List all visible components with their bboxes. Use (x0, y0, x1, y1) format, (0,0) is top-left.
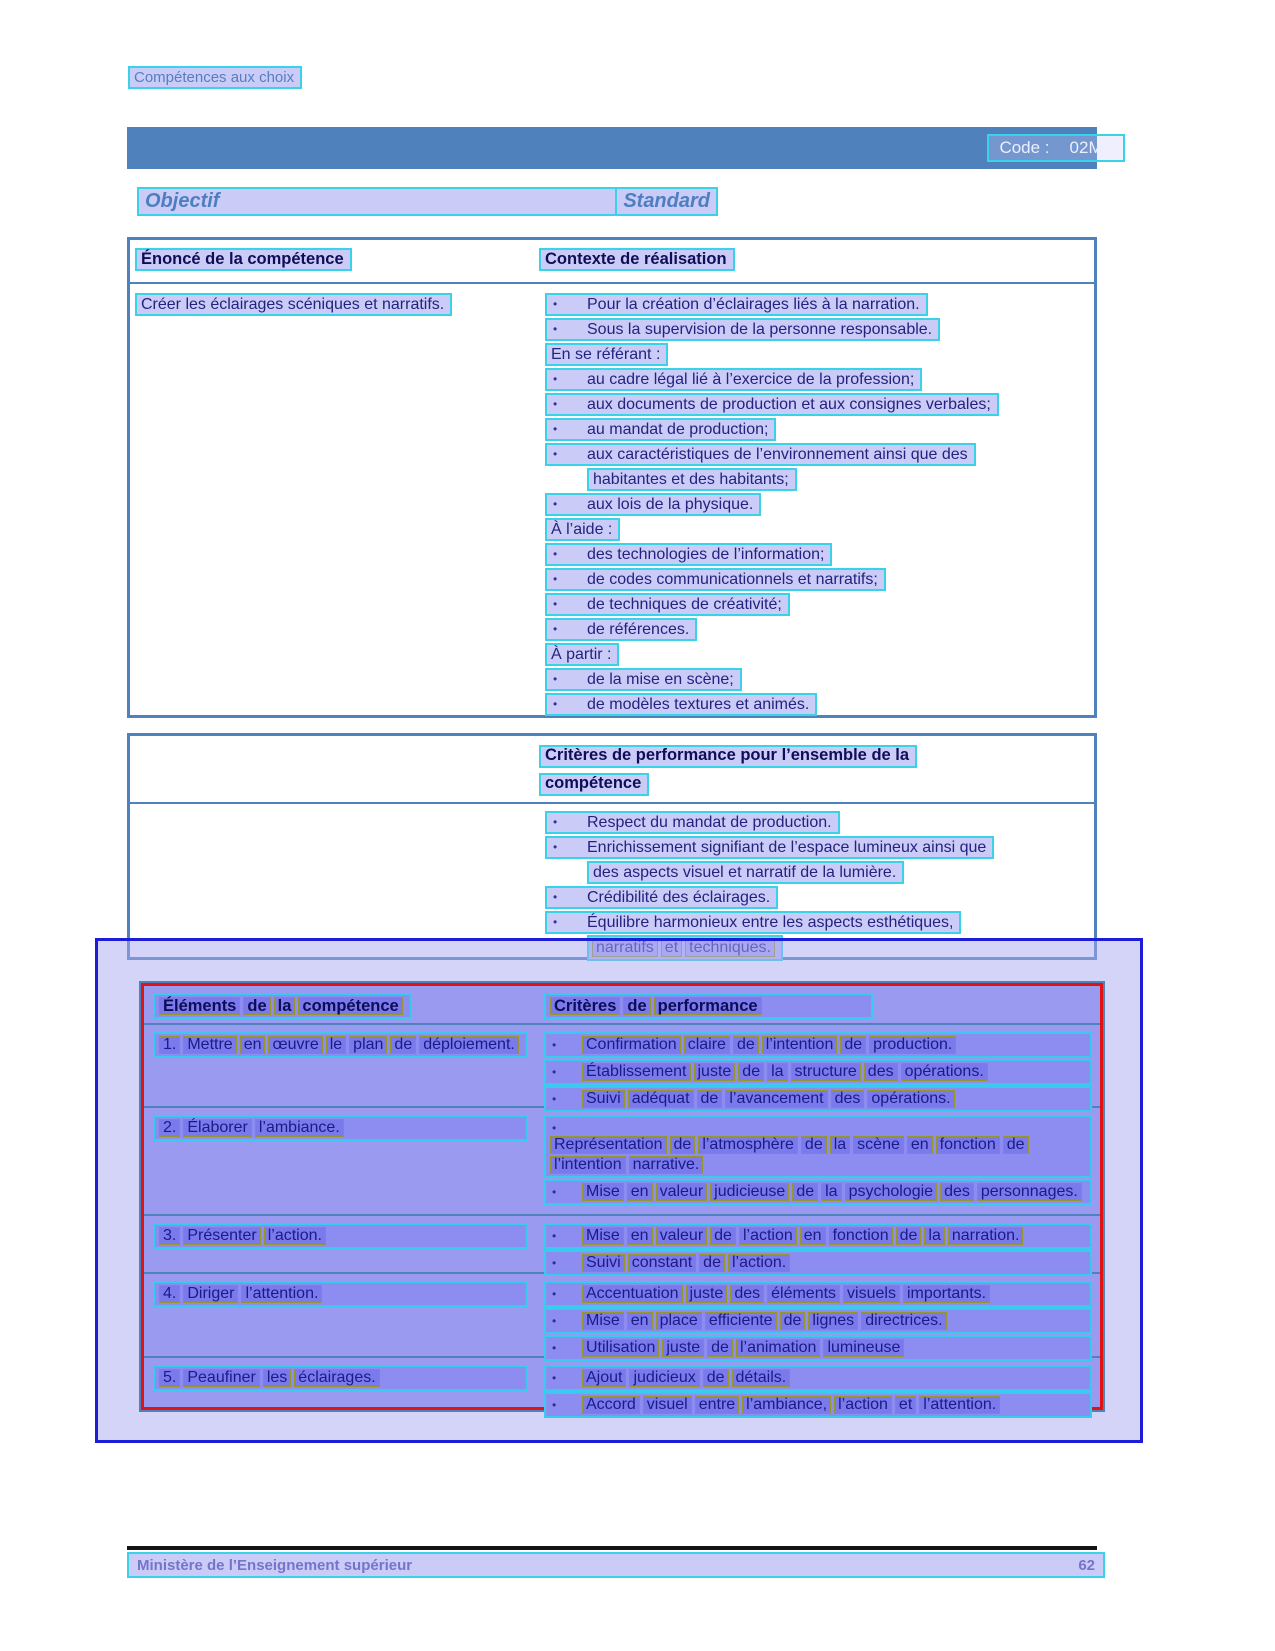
table3-col1-header: Éléments de la compétence (153, 993, 412, 1019)
table1-header-row (130, 240, 1094, 284)
list-item (545, 392, 1090, 417)
bullet-icon: • (552, 1287, 557, 1301)
table3-row (144, 1274, 1100, 1358)
bullet-icon: • (553, 596, 558, 611)
bullet-icon: • (553, 889, 558, 904)
criterion-text: Ajout judicieux de détails. (582, 1368, 793, 1388)
criterion-text: Représentation de l’atmosphère de la scène en fonction del’intention narrative. (550, 1135, 1086, 1175)
bullet-icon: • (553, 371, 558, 386)
bullet-icon: • (553, 814, 558, 829)
list-item-text: de codes communicationnels et narratifs; (587, 570, 878, 588)
list-item (545, 567, 1090, 592)
list-item-text: habitantes et des habitants; (587, 468, 797, 491)
bullet-icon: • (553, 621, 558, 636)
list-item (545, 442, 1090, 467)
bullet-icon: • (552, 1065, 557, 1079)
bullet-icon: • (553, 839, 558, 854)
page-title: Compétences aux choix (128, 66, 302, 89)
list-item-text: aux caractéristiques de l’environnement ainsi que des (587, 445, 968, 463)
bullet-icon: • (552, 1092, 557, 1106)
list-item-text: de références. (587, 620, 690, 638)
table1-col2-header: Contexte de réalisation (539, 248, 735, 271)
criterion-text: Suivi constant de l’action. (582, 1253, 793, 1273)
bullet-icon: • (553, 671, 558, 686)
list-item (545, 292, 1090, 317)
bullet-icon: • (552, 1038, 557, 1052)
table1-col1-header: Énoncé de la compétence (135, 248, 352, 271)
table3-row (144, 1216, 1100, 1274)
standard-heading: Standard (623, 190, 710, 212)
bullet-icon: • (552, 1341, 557, 1355)
code-label: Code : (999, 138, 1050, 157)
bullet-icon: • (553, 421, 558, 436)
list-item (545, 667, 1090, 692)
list-item-text: Sous la supervision de la personne responsable. (587, 320, 933, 338)
list-item-text: de la mise en scène; (587, 670, 734, 688)
element-text: 5. Peaufiner les éclairages. (153, 1365, 528, 1391)
competence-context-table (127, 237, 1097, 718)
bullet-icon: • (552, 1185, 557, 1199)
bullet-icon: • (553, 696, 558, 711)
table2-header-row (130, 736, 1094, 804)
code-badge (987, 134, 1125, 162)
list-item (545, 542, 1090, 567)
list-item (545, 835, 1090, 860)
criterion-text: Accentuation juste des éléments visuels importants. (582, 1284, 993, 1304)
list-item (545, 642, 1090, 667)
element-text: 2. Élaborer l’ambiance. (153, 1115, 528, 1141)
list-item-text: En se référant : (545, 343, 668, 366)
list-item (545, 342, 1090, 367)
bullet-icon: • (552, 1121, 557, 1135)
bullet-icon: • (553, 546, 558, 561)
bullet-icon: • (552, 1229, 557, 1243)
bullet-icon: • (553, 496, 558, 511)
table2-header-line1: Critères de performance pour l’ensemble de la (539, 745, 917, 768)
bullet-icon: • (553, 446, 558, 461)
table3-header-row (144, 986, 1100, 1025)
list-item (545, 317, 1090, 342)
objectif-heading: Objectif (145, 190, 220, 212)
list-item-text: À partir : (545, 643, 619, 666)
table2-header-line2: compétence (539, 773, 649, 796)
list-item (545, 885, 1090, 910)
list-item-text: À l’aide : (545, 518, 620, 541)
bullet-icon: • (553, 321, 558, 336)
list-item-text: Pour la création d’éclairages liés à la narration. (587, 295, 920, 313)
bullet-icon: • (553, 571, 558, 586)
list-item (545, 592, 1090, 617)
list-item-text: aux lois de la physique. (587, 495, 754, 513)
list-item (545, 417, 1090, 442)
criterion-text: Établissement juste de la structure des opérations. (582, 1062, 991, 1082)
list-item (545, 810, 1090, 835)
header-bar (127, 127, 1113, 169)
list-item (545, 492, 1090, 517)
list-item-text: Crédibilité des éclairages. (587, 888, 771, 906)
list-item-text: Enrichissement signifiant de l’espace lumineux ainsi que (587, 838, 987, 856)
bullet-icon: • (552, 1398, 557, 1412)
standard-heading-box (615, 187, 718, 216)
list-item-text: Équilibre harmonieux entre les aspects esthétiques, (587, 913, 954, 931)
list-item-text: au mandat de production; (587, 420, 769, 438)
list-item-text: de modèles textures et animés. (587, 695, 810, 713)
table3-row (144, 1358, 1100, 1419)
footer-ministry-label: Ministère de l’Enseignement supérieur (137, 1556, 413, 1574)
bullet-icon: • (553, 396, 558, 411)
table3-row (144, 1025, 1100, 1108)
criterion-text: Accord visuel entre l’ambiance, l’action et l’attention. (582, 1395, 1003, 1415)
criterion-text: Mise en place efficiente de lignes directrices. (582, 1311, 950, 1331)
list-item-text: de techniques de créativité; (587, 595, 782, 613)
criterion-text: Suivi adéquat de l’avancement des opérations. (582, 1089, 958, 1109)
table3-row (144, 1108, 1100, 1216)
criterion-text: Utilisation juste de l’animation lumineuse (582, 1338, 907, 1358)
element-text: 4. Diriger l’attention. (153, 1281, 528, 1307)
bullet-icon: • (552, 1256, 557, 1270)
criterion-text: Mise en valeur judicieuse de la psychologie des personnages. (582, 1182, 1085, 1202)
list-item-continuation (587, 467, 1090, 492)
element-text: 1. Mettre en œuvre le plan de déploiement. (153, 1032, 528, 1058)
list-item-continuation (587, 860, 1090, 885)
list-item-text: aux documents de production et aux consignes verbales; (587, 395, 991, 413)
footer-divider (127, 1546, 1097, 1550)
performance-criteria-table (127, 733, 1097, 960)
selection-overlay-region[interactable] (95, 938, 1143, 1443)
code-value: 02MF (1069, 138, 1113, 157)
bullet-icon: • (553, 914, 558, 929)
table2-body-row (130, 804, 1094, 960)
bullet-icon: • (552, 1371, 557, 1385)
list-item-text: des technologies de l’information; (587, 545, 825, 563)
section-heading (137, 187, 718, 216)
elements-criteria-table-selected[interactable] (141, 983, 1103, 1413)
list-item (545, 910, 1090, 935)
bullet-icon: • (553, 296, 558, 311)
list-item-text: au cadre légal lié à l’exercice de la profession; (587, 370, 915, 388)
list-item (545, 517, 1090, 542)
list-item (545, 617, 1090, 642)
competence-statement: Créer les éclairages scéniques et narratifs. (135, 293, 452, 316)
list-item (545, 692, 1090, 717)
footer (127, 1552, 1105, 1578)
criterion-text: Mise en valeur de l’action en fonction de la narration. (582, 1226, 1026, 1246)
table1-body-row (130, 284, 1094, 717)
bullet-icon: • (552, 1314, 557, 1328)
criterion-text: Confirmation claire de l’intention de production. (582, 1035, 959, 1055)
page-number: 62 (1078, 1556, 1095, 1574)
table3-col2-header: Critères de performance (544, 993, 873, 1019)
list-item (545, 367, 1090, 392)
list-item-text: Respect du mandat de production. (587, 813, 832, 831)
list-item-text: des aspects visuel et narratif de la lumière. (587, 861, 904, 884)
element-text: 3. Présenter l’action. (153, 1223, 528, 1249)
